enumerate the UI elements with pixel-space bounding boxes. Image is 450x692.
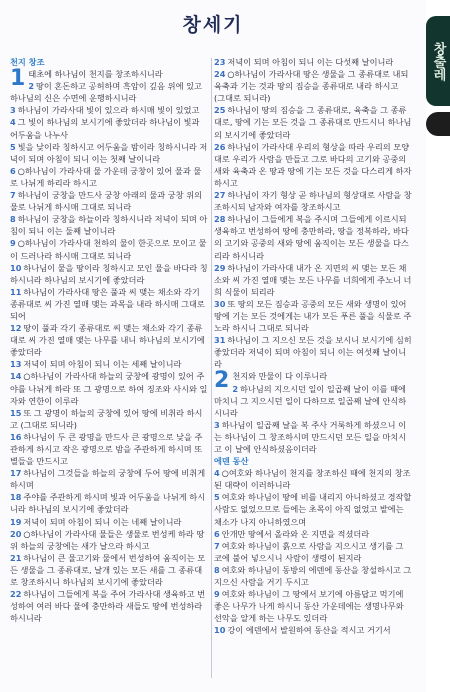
verse (214, 383, 412, 419)
verse-text: 그 빛이 하나님의 보시기에 좋았더라 하나님이 빛과 어두움을 나누사 (10, 117, 200, 140)
verse (10, 370, 208, 406)
verse (10, 189, 208, 213)
verse-text: 하나님이 가라사대 빛이 있으라 하시매 빛이 있었고 (17, 105, 200, 116)
verse (214, 298, 412, 334)
verse-number: 4 (10, 117, 16, 128)
verse-text: ○하나님이 가라사대 땅은 생물을 그 종류대로 내되 육축과 기는 것과 땅의 짐승을 종류대로 내라 하시고 (그대로 되니라) (214, 69, 409, 104)
verse-number: 28 (214, 214, 226, 225)
verse-number: 18 (10, 492, 22, 503)
verse-number: 21 (10, 552, 22, 563)
verse-number: 23 (214, 57, 226, 67)
verse-text: ○하나님이 가라사대 물 가운데 궁창이 있어 물과 물로 나뉘게 하리라 하시고 (10, 165, 202, 188)
verse-number: 14 (10, 371, 22, 382)
chapter-number: 2 (214, 368, 230, 394)
verse (214, 588, 412, 624)
verse-number: 24 (214, 69, 226, 80)
verse (10, 467, 208, 491)
verse (214, 624, 412, 636)
verse (10, 431, 208, 467)
verse-number: 12 (10, 323, 22, 334)
verse-number: 3 (10, 105, 16, 116)
verse-number: 9 (10, 238, 16, 249)
column-divider (211, 58, 212, 678)
verse-number: 11 (10, 286, 22, 297)
verse-number: 3 (214, 419, 220, 430)
verse (214, 262, 412, 298)
verse (10, 491, 208, 515)
verse-text: 저녁이 되며 아침이 되니 이는 세째 날이니라 (23, 359, 182, 370)
verse (214, 104, 412, 140)
verse-number: 22 (10, 589, 22, 600)
verse (214, 491, 412, 527)
verse-text: 땅이 풀과 각기 종류대로 씨 맺는 채소와 각기 종류대로 씨 가진 열매 맺는 나무를 내니 하나님의 보시기에 좋았더라 (10, 323, 205, 358)
verse-number: 2 (28, 81, 35, 92)
verse-text: ○하나님이 가라사대 물들은 생물로 번성케 하라 땅위 하늘의 궁창에는 새가 날으라 하시고 (10, 528, 205, 551)
verse-text: 하나님이 일곱째 날을 복 주사 거룩하게 하셨으니 이는 하나님이 그 창조하시며 만드시던 모든 일을 마치시고 이 날에 안식하셨음이더라 (214, 419, 407, 454)
verse (10, 407, 208, 431)
verse (10, 286, 208, 322)
verse (10, 237, 208, 261)
verse-number: 10 (10, 262, 22, 273)
verse-text: 하나님의 지으시던 일이 일곱째 날이 이를 때에 마치니 그 지으시던 일이 다하므로 일곱째 날에 안식하시니라 (214, 383, 407, 418)
verse (10, 141, 208, 165)
verse (214, 213, 412, 261)
verse-text: ○하나님이 가라사대 하늘의 궁창에 광명이 있어 주야를 나뉘게 하라 또 그 광명으로 하여 징조와 사시와 일자와 연한이 이루라 (10, 371, 208, 406)
verse-number: 9 (214, 589, 220, 600)
verse-number: 17 (10, 468, 22, 479)
verse (214, 56, 412, 68)
verse-number: 7 (10, 190, 16, 201)
verse (10, 552, 208, 588)
verse-number: 8 (214, 564, 220, 575)
verse (214, 189, 412, 213)
verse-text: 하나님이 자기 형상 곧 하나님의 형상대로 사람을 창조하시되 남자와 여자를 창조하시고 (214, 190, 412, 213)
verse-text: 안개만 땅에서 올라와 온 지면을 적셨더라 (221, 528, 370, 539)
verse (214, 68, 412, 104)
verse-text: 하나님이 두 큰 광명을 만드사 큰 광명으로 낮을 주관하게 하시고 작은 광명으로 밤을 주관하게 하시며 또 별들을 만드시고 (10, 431, 203, 467)
section-heading: 천지 창조 (10, 57, 45, 67)
verse-text: ○여호와 하나님이 천지를 창조하신 때에 천지의 창조된 대략이 이러하니라 (214, 468, 411, 491)
verse (214, 564, 412, 588)
verse-text: 하나님이 큰 물고기와 물에서 번성하여 움직이는 모든 생물을 그 종류대로, 날개 있는 모든 새를 그 종류대로 창조하시니 하나님의 보시기에 좋았더라 (10, 552, 206, 588)
verse-text: 하나님이 그들에게 복을 주어 가라사대 생육하고 번성하여 여러 바다 물에 충만하라 새들도 땅에 번성하라 하시니라 (10, 589, 206, 624)
verse (10, 588, 208, 624)
verse-text: 저녁이 되며 아침이 되니 이는 네째 날이니라 (23, 516, 182, 527)
verse-text: 또 땅의 모든 짐승과 공중의 모든 새와 생명이 있어 땅에 기는 모든 것에게는 내가 모든 푸른 풀을 식물로 주노라 하시니 그대로 되니라 (214, 298, 412, 334)
right-column (214, 56, 412, 637)
verse-text: 강이 에덴에서 발원하여 동산을 적시고 거기서 (227, 625, 391, 636)
verse-number: 7 (214, 540, 220, 551)
verse-number: 29 (214, 262, 226, 273)
verse-text: 땅이 혼돈하고 공허하며 흑암이 깊음 위에 있고 하나님의 신은 수면에 운행하시니라 (10, 81, 202, 104)
verse (214, 528, 412, 540)
verse-number: 30 (214, 298, 226, 309)
verse (214, 368, 412, 394)
verse-text: 하나님이 땅의 짐승을 그 종류대로, 육축을 그 종류대로, 땅에 기는 모든 것을 그 종류대로 만드시니 하나님의 보시기에 좋았더라 (214, 105, 412, 140)
verse-text: 저녁이 되며 아침이 되니 이는 다섯째 날이니라 (227, 57, 394, 67)
verse-number: 20 (10, 528, 22, 539)
verse-text: 하나님이 그것들을 하늘의 궁창에 두어 땅에 비취게 하시며 (10, 468, 206, 491)
verse (10, 358, 208, 370)
verse-number: 27 (214, 190, 226, 201)
verse-text: 태초에 하나님이 천지를 창조하시니라 (28, 69, 163, 80)
section-heading: 에덴 동산 (214, 456, 249, 467)
verse-text: 여호와 하나님이 그 땅에서 보기에 아름답고 먹기에 좋은 나무가 나게 하시니 동산 가운데에는 생명나무와 선악을 알게 하는 나무도 있더라 (214, 589, 404, 624)
verse-number: 6 (10, 165, 16, 176)
verse-text: 하나님이 궁창을 만드사 궁창 아래의 물과 궁창 위의 물로 나뉘게 하시매 그대로 되니라 (10, 190, 203, 213)
verse-text: 여호와 하나님이 흙으로 사람을 지으시고 생기를 그 코에 불어 넣으시니 사람이 생령이 된지라 (214, 540, 404, 563)
verse-text: 여호와 하나님이 땅에 비를 내리지 아니하셨고 경작할 사람도 없었으므로 들에는 초목이 아직 없었고 밭에는 채소가 나지 아니하였으며 (214, 492, 412, 527)
verse (214, 334, 412, 370)
left-column (10, 56, 208, 624)
verse-text: 하나님이 가라사대 우리의 형상을 따라 우리의 모양대로 우리가 사람을 만들고 그로 바다의 고기와 공중의 새와 육축과 온 땅과 땅에 기는 모든 것을 다스리게 하자 하시고 (214, 141, 412, 188)
verse (10, 213, 208, 237)
verse-text: 하나님이 궁창을 하늘이라 칭하시니라 저녁이 되며 아침이 되니 이는 둘째 날이니라 (10, 214, 208, 237)
verse-number: 25 (214, 105, 226, 116)
verse (10, 80, 208, 104)
verse-text: 하나님이 가라사대 땅은 풀과 씨 맺는 채소와 각기 종류대로 씨 가진 열매 맺는 과목을 내라 하시매 그대로 되어 (10, 286, 205, 321)
verse (10, 116, 208, 140)
verse-text: 주야를 주관하게 하시며 빛과 어두움을 나뉘게 하시니라 하나님의 보시기에 좋았더라 (10, 492, 206, 515)
verse-text: 여호와 하나님이 동방의 에덴에 동산을 창설하시고 그 지으신 사람을 거기 두시고 (214, 564, 412, 588)
page-title: 창세기 (182, 14, 244, 36)
verse (10, 322, 208, 358)
verse-number: 16 (10, 431, 22, 442)
book-index-tab[interactable]: 창출레 (426, 16, 450, 106)
verse-text: ○하나님이 가라사대 천하의 물이 한곳으로 모이고 뭍이 드러나라 하시매 그대로 되니라 (10, 238, 207, 261)
verse-number: 31 (214, 335, 226, 346)
verse (214, 540, 412, 564)
verse (10, 516, 208, 528)
verse-number: 19 (10, 516, 22, 527)
verse-number: 2 (232, 383, 239, 394)
chapter-number: 1 (10, 66, 26, 92)
verse-number: 13 (10, 359, 22, 370)
verse (10, 104, 208, 116)
verse (10, 262, 208, 286)
verse-text: 하나님이 가라사대 내가 온 지면의 씨 맺는 모든 채소와 씨 가진 열매 맺는 모든 나무를 너희에게 주노니 너희 식물이 되리라 (214, 262, 412, 297)
verse (10, 165, 208, 189)
verse-number: 5 (214, 492, 220, 503)
verse-number: 15 (10, 407, 22, 418)
verse-number: 4 (214, 468, 220, 479)
verse-text: 빛을 낮이라 칭하시고 어두움을 밤이라 칭하시니라 저녁이 되며 아침이 되니 이는 첫째 날이니라 (10, 141, 208, 164)
verse-number: 26 (214, 141, 226, 152)
verse (214, 467, 412, 491)
verse-text: 또 그 광명이 하늘의 궁창에 있어 땅에 비취라 하시고 (그대로 되니라) (10, 407, 203, 430)
verse-text: 하나님이 그 지으신 모든 것을 보시니 보시기에 심히 좋았더라 저녁이 되며 아침이 되니 이는 여섯째 날이니라 (214, 335, 412, 370)
verse-text: 하나님이 뭍을 땅이라 칭하시고 모인 물을 바다라 칭하시니라 하나님의 보시기에 좋았더라 (10, 262, 208, 285)
verse (214, 419, 412, 455)
verse-number: 10 (214, 625, 226, 636)
verse-number: 6 (214, 528, 220, 539)
tab-marker (426, 112, 450, 136)
verse-number: 8 (10, 214, 16, 225)
verse (10, 528, 208, 552)
verse (214, 141, 412, 189)
verse-text: 하나님이 그들에게 복을 주시며 그들에게 이르시되 생육하고 번성하여 땅에 충만하라, 땅을 정복하라, 바다의 고기와 공중의 새와 땅에 움직이는 모든 생물을 다스리라 하시니라 (214, 214, 409, 261)
verse (10, 66, 208, 92)
verse-number: 5 (10, 141, 16, 152)
verse-text: 천지와 만물이 다 이루니라 (232, 371, 328, 382)
